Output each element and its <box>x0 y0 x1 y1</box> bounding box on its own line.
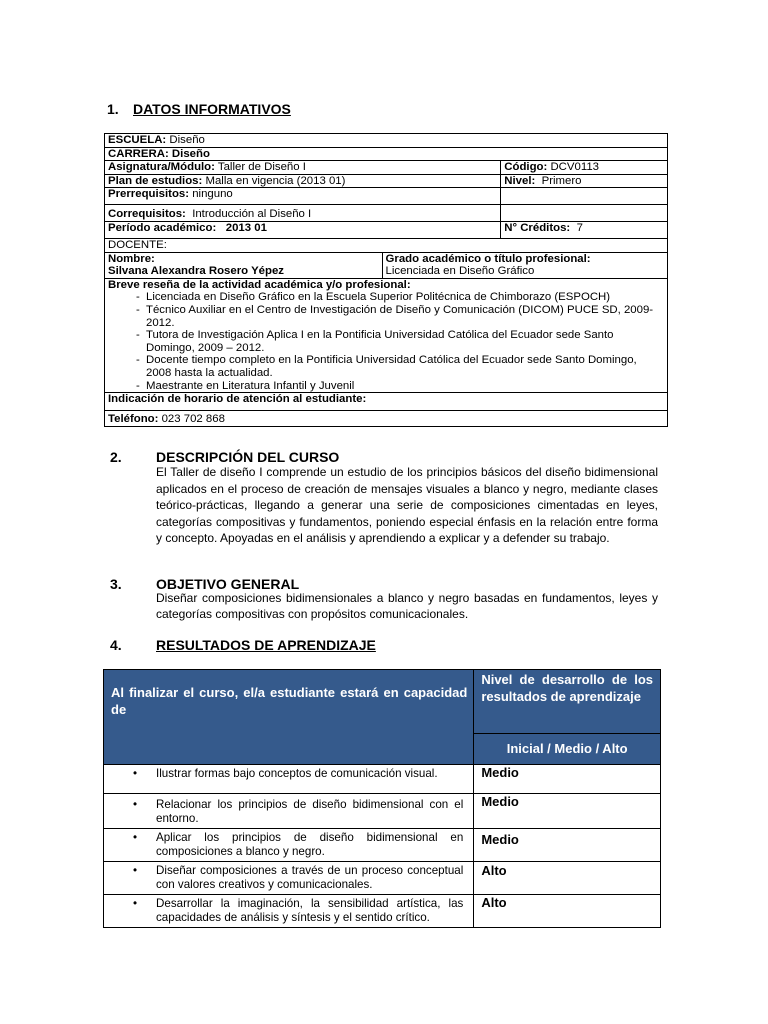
list-item: - Técnico Auxiliar en el Centro de Investigación de Diseño y Comunicación (DICOM) PUCE SD, 2009-2012. <box>122 304 664 329</box>
resultado-cell <box>104 862 474 895</box>
asignatura-label: Asignatura/Módulo: <box>108 161 215 174</box>
empty-cell <box>501 188 668 205</box>
table-row <box>104 895 661 928</box>
creditos-label: N° Créditos: <box>504 221 571 234</box>
table-row <box>105 252 668 278</box>
nombre-value: Silvana Alexandra Rosero Yépez <box>108 265 284 278</box>
nivel-value: Primero <box>541 174 582 187</box>
section-title: DATOS INFORMATIVOS <box>133 101 291 117</box>
escuela-value: Diseño <box>169 134 205 146</box>
header-capacidad: Al finalizar el curso, el/a estudiante estará en capacidad de <box>104 670 474 765</box>
resena-list <box>108 291 664 392</box>
resultado-text: Desarrollar la imaginación, la sensibilidad artística, las capacidades de análisis y síntesis y el sentido crítico. <box>156 897 464 924</box>
resultado-text: Ilustrar formas bajo conceptos de comunicación visual. <box>156 767 438 780</box>
escuela-label: ESCUELA: <box>108 134 167 146</box>
section-number: 1. <box>107 101 119 117</box>
bullet: • <box>133 767 138 780</box>
table-row <box>105 411 668 427</box>
creditos-value: 7 <box>576 221 583 234</box>
section-number: 3. <box>110 576 122 592</box>
resena-cell <box>105 278 668 392</box>
table-row <box>104 829 661 862</box>
list-item: - Tutora de Investigación Aplica I en la Pontificia Universidad Católica del Ecuador sede Santo Domingo, 2009 – 2012. <box>122 329 664 354</box>
table-row <box>105 174 668 188</box>
list-item: - Maestrante en Literatura Infantil y Juvenil <box>122 380 664 393</box>
docente-cell <box>105 238 668 252</box>
table-row <box>105 393 668 411</box>
resultado-text: Aplicar los principios de diseño bidimensional en composiciones a blanco y negro. <box>156 831 464 858</box>
resultados-table <box>103 669 661 928</box>
nivel-cell <box>501 174 668 188</box>
resultado-cell <box>104 895 474 928</box>
bullet: • <box>133 897 138 910</box>
list-item: - Licenciada en Diseño Gráfico en la Escuela Superior Politécnica de Chimborazo (ESPOCH) <box>122 291 664 304</box>
resultado-text: Relacionar los principios de diseño bidimensional con el entorno. <box>156 798 464 825</box>
grado-label: Grado académico o título profesional: <box>385 252 591 265</box>
section-number: 4. <box>110 637 122 653</box>
periodo-label: Período académico: <box>108 221 217 234</box>
table-row <box>104 794 661 829</box>
empty-cell <box>501 205 668 222</box>
asignatura-cell <box>105 161 501 175</box>
table-row <box>105 205 668 222</box>
resultado-cell <box>104 829 474 862</box>
table-row <box>104 765 661 794</box>
table-row <box>105 188 668 205</box>
section-number: 2. <box>110 449 122 465</box>
prerreq-cell <box>105 188 501 205</box>
carrera-cell <box>105 147 668 161</box>
codigo-cell <box>501 161 668 175</box>
resultado-text: Diseñar composiciones a través de un proceso conceptual con valores creativos y comunicacionales. <box>156 864 464 891</box>
table-header-row <box>104 670 661 734</box>
nivel-cell: Medio <box>474 765 661 794</box>
objetivo-paragraph: Diseñar composiciones bidimensionales a blanco y negro basadas en fundamentos, leyes y categorías compositivas con propósitos comunicacionales. <box>156 591 658 621</box>
table-row <box>105 161 668 175</box>
periodo-value: 2013 01 <box>225 221 267 234</box>
nombre-cell <box>105 252 383 278</box>
datos-informativos-table <box>104 133 668 427</box>
carrera-label: CARRERA: <box>108 147 169 160</box>
codigo-value: DCV0113 <box>550 161 599 174</box>
asignatura-value: Taller de Diseño I <box>217 161 306 174</box>
table-row <box>105 134 668 148</box>
carrera-value: Diseño <box>171 147 210 160</box>
table-row <box>105 221 668 238</box>
correq-value: Introducción al Diseño I <box>192 208 312 221</box>
periodo-cell <box>105 221 501 238</box>
telefono-cell <box>105 411 668 427</box>
telefono-value: 023 702 868 <box>161 413 225 426</box>
grado-value: Licenciada en Diseño Gráfico <box>385 265 535 278</box>
docente-label: DOCENTE: <box>108 238 167 251</box>
plan-label: Plan de estudios: <box>108 174 203 187</box>
grado-cell <box>382 252 667 278</box>
header-nivel: Nivel de desarrollo de los resultados de aprendizaje <box>474 670 661 734</box>
plan-value: Malla en vigencia (2013 01) <box>205 174 346 187</box>
escuela-cell <box>105 134 668 148</box>
resultado-cell <box>104 765 474 794</box>
section-title: RESULTADOS DE APRENDIZAJE <box>156 637 376 653</box>
table-row <box>105 278 668 392</box>
table-row <box>105 147 668 161</box>
section-1-heading <box>107 101 291 117</box>
section-title: OBJETIVO GENERAL <box>156 576 300 592</box>
bullet: • <box>133 831 138 844</box>
prerreq-value: ninguno <box>192 188 233 201</box>
resena-label: Breve reseña de la actividad académica y/o profesional: <box>108 278 411 291</box>
telefono-label: Teléfono: <box>108 413 159 426</box>
horario-cell <box>105 393 668 411</box>
correq-label: Correquisitos: <box>108 208 186 221</box>
nivel-cell: Medio <box>474 829 661 862</box>
list-item: - Docente tiempo completo en la Pontificia Universidad Católica del Ecuador sede Santo Domingo, 2008 hasta la actualidad. <box>122 354 664 379</box>
nivel-cell: Alto <box>474 862 661 895</box>
resultado-cell <box>104 794 474 829</box>
codigo-label: Código: <box>504 161 548 174</box>
table-row <box>104 862 661 895</box>
nivel-cell: Medio <box>474 794 661 829</box>
nombre-label: Nombre: <box>108 252 155 265</box>
nivel-cell: Alto <box>474 895 661 928</box>
descripcion-paragraph: El Taller de diseño I comprende un estudio de los principios básicos del diseño bidimensional aplicados en el proceso de creación de mensajes visuales a blanco y negro, mediante clases teórico-prácticas, llegando a generar una serie de composiciones cimentadas en leyes, categorías compositivas y fundamentos, poniendo especial énfasis en la relación entre forma y concepto. Apoyadas en el análisis y aprendiendo a explicar y a defender su trabajo. <box>156 465 658 545</box>
correq-cell <box>105 205 501 222</box>
bullet: • <box>133 798 138 811</box>
table-row <box>105 238 668 252</box>
creditos-cell <box>501 221 668 238</box>
horario-label: Indicación de horario de atención al estudiante: <box>108 393 367 406</box>
header-escala: Inicial / Medio / Alto <box>474 734 661 765</box>
plan-cell <box>105 174 501 188</box>
bullet: • <box>133 864 138 877</box>
prerreq-label: Prerrequisitos: <box>108 188 190 201</box>
section-title: DESCRIPCIÓN DEL CURSO <box>156 449 340 465</box>
nivel-label: Nivel: <box>504 174 536 187</box>
